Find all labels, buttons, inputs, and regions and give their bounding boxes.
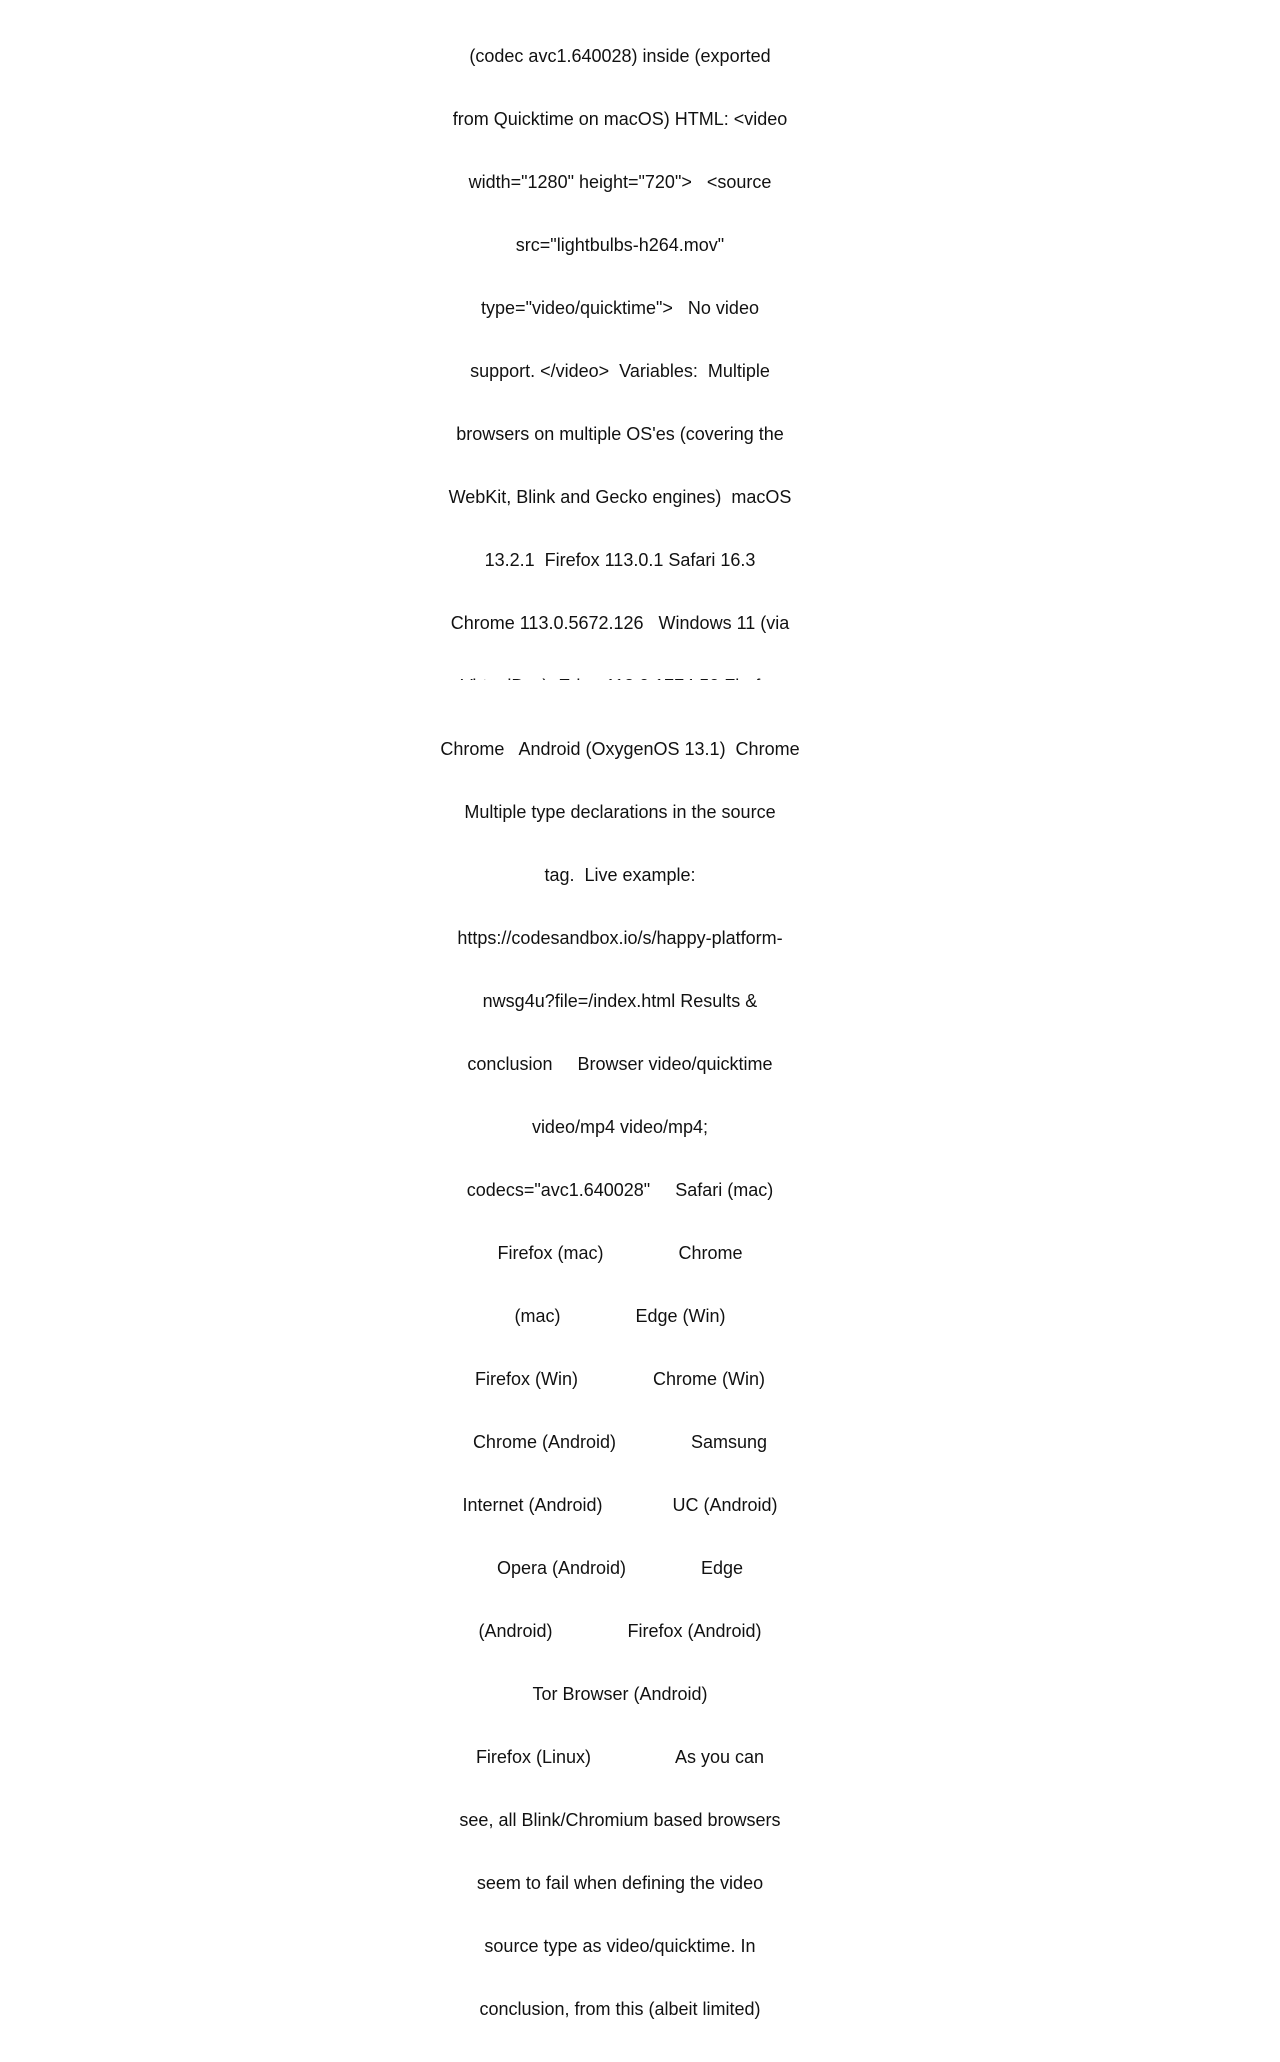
text-line: browsers on multiple OS'es (covering the xyxy=(456,424,784,444)
text-line: Tor Browser (Android) xyxy=(532,1684,708,1704)
text-line: WebKit, Blink and Gecko engines) macOS xyxy=(448,487,792,507)
bottom-blank-area xyxy=(0,680,1280,720)
text-line[interactable]: https://codesandbox.io/s/happy-platform- xyxy=(457,928,783,948)
text-line: support. </video> Variables: Multiple xyxy=(470,361,770,381)
text-line: src="lightbulbs-h264.mov" xyxy=(515,235,725,255)
text-line: from Quicktime on macOS) HTML: <video xyxy=(452,109,788,129)
text-line: tag. Live example: xyxy=(544,865,696,885)
text-line: width="1280" height="720"> <source xyxy=(468,172,772,192)
text-line: see, all Blink/Chromium based browsers xyxy=(459,1810,781,1830)
text-line: Chrome (Android) Samsung xyxy=(472,1432,768,1452)
text-line: type="video/quicktime"> No video xyxy=(481,298,759,318)
text-line: Chrome 113.0.5672.126 Windows 11 (via xyxy=(450,613,790,633)
text-line: source type as video/quicktime. In xyxy=(484,1936,756,1956)
text-line[interactable]: nwsg4u?file=/index.html Results & xyxy=(482,991,758,1011)
text-line: (codec avc1.640028) inside (exported xyxy=(469,46,771,66)
text-line: Firefox (Linux) As you can xyxy=(475,1747,765,1767)
text-line: conclusion Browser video/quicktime xyxy=(467,1054,773,1074)
document-text xyxy=(440,4,800,2062)
text-line: (Android) Firefox (Android) xyxy=(478,1621,762,1641)
text-line: Opera (Android) Edge xyxy=(496,1558,744,1578)
text-line: video/mp4 video/mp4; xyxy=(531,1117,709,1137)
text-line: conclusion, from this (albeit limited) xyxy=(479,1999,761,2019)
text-line: (mac) Edge (Win) xyxy=(514,1306,726,1326)
text-line: seem to fail when defining the video xyxy=(476,1873,764,1893)
text-line: Chrome Android (OxygenOS 13.1) Chrome xyxy=(440,739,800,759)
text-line: Internet (Android) UC (Android) xyxy=(462,1495,778,1515)
text-line: Firefox (Win) Chrome (Win) xyxy=(474,1369,766,1389)
text-line: codecs="avc1.640028" Safari (mac) xyxy=(466,1180,774,1200)
text-line: Multiple type declarations in the source xyxy=(464,802,776,822)
text-line: Firefox (mac) Chrome xyxy=(497,1243,743,1263)
text-line: 13.2.1 Firefox 113.0.1 Safari 16.3 xyxy=(484,550,756,570)
